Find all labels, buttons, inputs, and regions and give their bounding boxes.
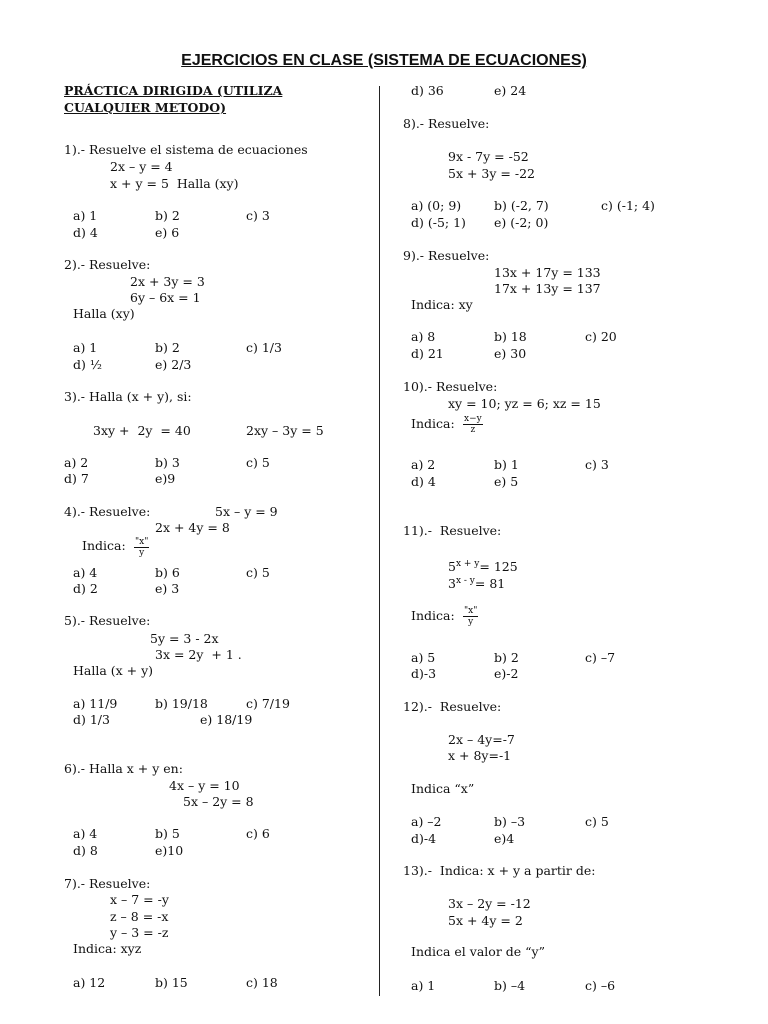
- problem-2-heading: 2).- Resuelve:: [64, 257, 151, 272]
- problem-3-equation-1: 3xy + 2y = 40: [93, 423, 191, 438]
- problem-5-option-c: c) 7/19: [246, 696, 290, 711]
- problem-9-equation-1: 13x + 17y = 133: [494, 265, 601, 280]
- problem-6-option-d: d) 8: [73, 843, 98, 858]
- problem-12-option-b: b) –3: [494, 814, 526, 829]
- problem-6-option-a: a) 4: [73, 826, 98, 841]
- problem-7-option-a: a) 12: [73, 975, 106, 990]
- problem-5-option-a: a) 11/9: [73, 696, 118, 711]
- problem-8-option-e: e) (-2; 0): [494, 215, 549, 230]
- problem-11-equation-2: [448, 573, 505, 592]
- problem-5-equation-1: 5y = 3 - 2x: [150, 631, 219, 646]
- problem-11-eq2-rest: = 81: [474, 576, 506, 591]
- problem-2-option-e: e) 2/3: [155, 357, 192, 372]
- problem-11-option-d: d)-3: [411, 666, 437, 681]
- problem-11-option-c: c) –7: [585, 650, 616, 665]
- problem-12-option-c: c) 5: [585, 814, 609, 829]
- problem-2-equation-1: 2x + 3y = 3: [130, 274, 205, 289]
- problem-13-option-c: c) –6: [585, 978, 616, 993]
- problem-13-heading: 13).- Indica: x + y a partir de:: [403, 863, 596, 878]
- problem-1-option-b: b) 2: [155, 208, 180, 223]
- problem-7-equation-2: z – 8 = -x: [110, 909, 169, 924]
- problem-1-option-a: a) 1: [73, 208, 98, 223]
- problem-11-fraction-denominator: y: [468, 617, 474, 627]
- problem-11-fraction-numerator: "x": [464, 606, 478, 616]
- problem-5-ask: Halla (x + y): [73, 663, 154, 678]
- problem-5-equation-2: 3x = 2y + 1 .: [155, 647, 242, 662]
- problem-9-option-c: c) 20: [585, 329, 617, 344]
- problem-10-option-a: a) 2: [411, 457, 436, 472]
- problem-13-equation-2: 5x + 4y = 2: [448, 913, 523, 928]
- problem-7-ask: Indica: xyz: [73, 941, 142, 956]
- problem-8-option-b: b) (-2, 7): [494, 198, 549, 213]
- problem-10-heading: 10).- Resuelve:: [403, 379, 498, 394]
- problem-9-option-b: b) 18: [494, 329, 527, 344]
- problem-12-equation-1: 2x – 4y=-7: [448, 732, 515, 747]
- problem-2-option-c: c) 1/3: [246, 340, 282, 355]
- problem-12-ask: Indica “x”: [411, 781, 475, 796]
- problem-11-eq1-exponent: x + y: [455, 559, 480, 569]
- problem-5-heading: 5).- Resuelve:: [64, 613, 151, 628]
- problem-1-option-c: c) 3: [246, 208, 270, 223]
- problem-9-option-e: e) 30: [494, 346, 527, 361]
- problem-8-heading: 8).- Resuelve:: [403, 116, 490, 131]
- subtitle-line-1: PRÁCTICA DIRIGIDA (UTILIZA: [64, 83, 283, 98]
- problem-7-equation-1: x – 7 = -y: [110, 892, 169, 907]
- problem-11-fraction: [463, 606, 478, 627]
- problem-4-fraction: [134, 537, 149, 558]
- problem-6-option-e: e)10: [155, 843, 184, 858]
- problem-4-option-a: a) 4: [73, 565, 98, 580]
- problem-6-heading: 6).- Halla x + y en:: [64, 761, 183, 776]
- problem-4-equation-1: 5x – y = 9: [215, 504, 278, 519]
- problem-3-equation-2: 2xy – 3y = 5: [246, 423, 324, 438]
- problem-7-option-e: e) 24: [494, 83, 527, 98]
- problem-4-equation-2: 2x + 4y = 8: [155, 520, 230, 535]
- column-divider: [379, 86, 380, 996]
- problem-13-option-b: b) –4: [494, 978, 526, 993]
- problem-10-option-e: e) 5: [494, 474, 519, 489]
- problem-11-eq1-rest: = 125: [479, 559, 518, 574]
- problem-4-fraction-denominator: y: [139, 548, 145, 558]
- page-title: EJERCICIOS EN CLASE (SISTEMA DE ECUACIONES): [181, 52, 587, 69]
- problem-6-option-c: c) 6: [246, 826, 270, 841]
- problem-5-option-d: d) 1/3: [73, 712, 110, 727]
- problem-13-equation-1: 3x – 2y = -12: [448, 896, 531, 911]
- problem-8-equation-2: 5x + 3y = -22: [448, 166, 535, 181]
- problem-10-fraction-numerator: x−y: [464, 414, 482, 424]
- problem-3-option-c: c) 5: [246, 455, 270, 470]
- problem-4-option-d: d) 2: [73, 581, 98, 596]
- problem-7-option-d: d) 36: [411, 83, 444, 98]
- problem-13-ask: Indica el valor de “y”: [411, 944, 545, 959]
- problem-6-option-b: b) 5: [155, 826, 180, 841]
- problem-4-option-e: e) 3: [155, 581, 180, 596]
- problem-9-equation-2: 17x + 13y = 137: [494, 281, 601, 296]
- problem-9-option-a: a) 8: [411, 329, 436, 344]
- problem-4-ask: Indica:: [82, 538, 126, 553]
- problem-3-option-e: e)9: [155, 471, 176, 486]
- problem-2-option-d: d) ½: [73, 357, 102, 372]
- problem-1-option-d: d) 4: [73, 225, 98, 240]
- problem-9-option-d: d) 21: [411, 346, 444, 361]
- problem-11-option-a: a) 5: [411, 650, 436, 665]
- problem-11-heading: 11).- Resuelve:: [403, 523, 502, 538]
- problem-10-option-c: c) 3: [585, 457, 609, 472]
- problem-5-option-b: b) 19/18: [155, 696, 208, 711]
- problem-9-heading: 9).- Resuelve:: [403, 248, 490, 263]
- problem-10-option-d: d) 4: [411, 474, 436, 489]
- problem-10-fraction-denominator: z: [470, 425, 476, 435]
- problem-11-option-e: e)-2: [494, 666, 519, 681]
- problem-12-heading: 12).- Resuelve:: [403, 699, 502, 714]
- problem-1-equation-1: 2x – y = 4: [110, 159, 173, 174]
- problem-4-fraction-numerator: "x": [135, 537, 149, 547]
- problem-8-option-a: a) (0; 9): [411, 198, 462, 213]
- problem-11-eq2-base: 3: [448, 576, 456, 591]
- problem-7-option-c: c) 18: [246, 975, 278, 990]
- problem-7-equation-3: y – 3 = -z: [110, 925, 169, 940]
- problem-6-equation-1: 4x – y = 10: [169, 778, 240, 793]
- problem-11-eq2-exponent: x - y: [455, 576, 475, 586]
- problem-12-option-e: e)4: [494, 831, 515, 846]
- problem-10-ask: Indica:: [411, 416, 455, 431]
- problem-10-fraction: [463, 414, 483, 435]
- problem-11-eq1-base: 5: [448, 559, 456, 574]
- problem-3-option-b: b) 3: [155, 455, 180, 470]
- problem-9-ask: Indica: xy: [411, 297, 473, 312]
- problem-2-ask: Halla (xy): [73, 306, 135, 321]
- problem-11-option-b: b) 2: [494, 650, 519, 665]
- problem-3-option-d: d) 7: [64, 471, 89, 486]
- problem-4-heading: 4).- Resuelve:: [64, 504, 151, 519]
- problem-10-option-b: b) 1: [494, 457, 519, 472]
- problem-8-option-c: c) (-1; 4): [601, 198, 655, 213]
- problem-2-equation-2: 6y – 6x = 1: [130, 290, 201, 305]
- problem-3-heading: 3).- Halla (x + y), si:: [64, 389, 192, 404]
- problem-1-heading: 1).- Resuelve el sistema de ecuaciones: [64, 142, 308, 157]
- problem-13-option-a: a) 1: [411, 978, 436, 993]
- problem-10-equation-1: xy = 10; yz = 6; xz = 15: [448, 396, 601, 411]
- problem-5-option-e: e) 18/19: [200, 712, 253, 727]
- problem-3-option-a: a) 2: [64, 455, 89, 470]
- problem-6-equation-2: 5x – 2y = 8: [183, 794, 254, 809]
- problem-8-equation-1: 9x - 7y = -52: [448, 149, 529, 164]
- problem-12-option-d: d)-4: [411, 831, 437, 846]
- subtitle-line-2: CUALQUIER METODO): [64, 100, 227, 115]
- problem-12-option-a: a) –2: [411, 814, 442, 829]
- problem-7-heading: 7).- Resuelve:: [64, 876, 151, 891]
- problem-12-equation-2: x + 8y=-1: [448, 748, 512, 763]
- problem-2-option-a: a) 1: [73, 340, 98, 355]
- problem-4-option-b: b) 6: [155, 565, 180, 580]
- problem-11-ask: Indica:: [411, 608, 455, 623]
- problem-1-equation-2: x + y = 5 Halla (xy): [110, 176, 239, 191]
- problem-2-option-b: b) 2: [155, 340, 180, 355]
- problem-8-option-d: d) (-5; 1): [411, 215, 466, 230]
- problem-4-option-c: c) 5: [246, 565, 270, 580]
- problem-7-option-b: b) 15: [155, 975, 188, 990]
- problem-1-option-e: e) 6: [155, 225, 180, 240]
